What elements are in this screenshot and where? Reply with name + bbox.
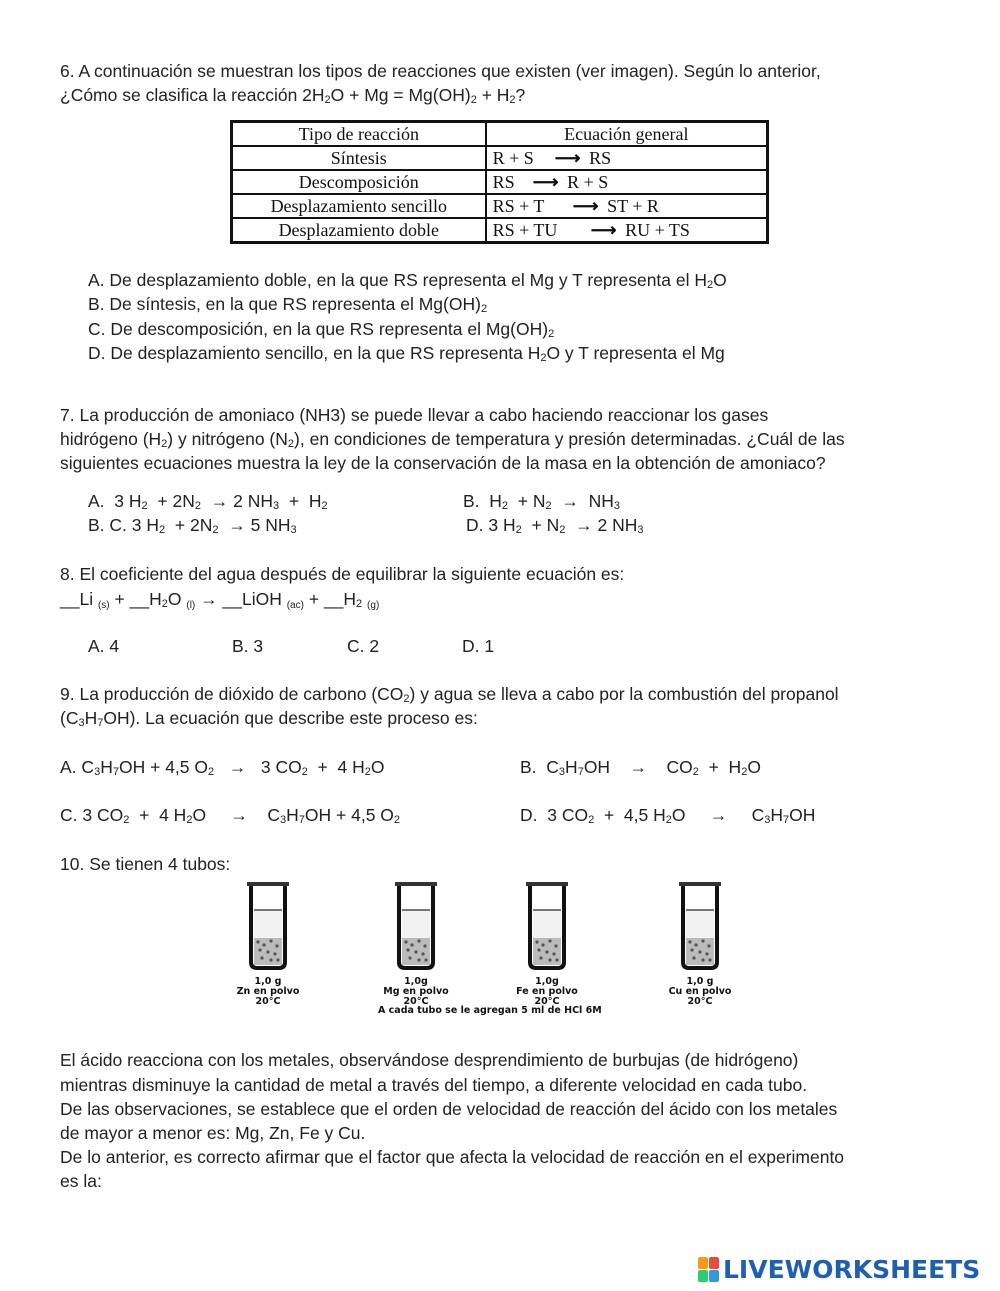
q7-statement-line2: hidrógeno $(H_2)$ y nitrógeno $(N_2)$, en condiciones de temperatura y presión determinadas. ¿Cuál de las (60, 429, 845, 450)
q10-paragraph-line4: de mayor a menor es: Mg, Zn, Fe y Cu. (60, 1123, 366, 1143)
q9-statement-line1: 9. La producción de dióxido de carbono $(CO_2)$ y agua se lleva a cabo por la combustión del propanol (60, 684, 839, 705)
q8-option-a[interactable]: A. 4 (88, 636, 120, 656)
tube-mass: 1,0 g (686, 976, 714, 987)
header-type: Tipo de reacción (232, 122, 486, 147)
tube-cu (660, 880, 740, 1007)
q6-option-d[interactable]: D. De desplazamiento sencillo, en la que RS representa $H_2O$ y T representa el Mg (88, 343, 725, 364)
test-tube-icon (670, 880, 730, 972)
table-row (232, 146, 768, 170)
tube-mass: 1,0g (404, 976, 428, 987)
table-row (232, 170, 768, 194)
reaction-type: Desplazamiento sencillo (232, 194, 486, 218)
tube-temp: 20°C (255, 996, 281, 1007)
q6-statement-line2: ¿Cómo se clasifica la reacción $2H_2O + Mg = Mg(OH)_2 + H_2$? (60, 85, 526, 106)
test-tube-icon (386, 880, 446, 972)
arrow-icon: ⟶ (532, 171, 559, 192)
tube-mass: 1,0g (535, 976, 559, 987)
q9-option-c[interactable]: C. 3 $CO_2 + 4$ $H_2O$ → $C_3H_7OH + 4,5$ $O_2$ (60, 805, 401, 826)
q7-statement-line1: 7. La producción de amoniaco (NH3) se puede llevar a cabo haciendo reaccionar los gases (60, 405, 769, 425)
tube-metal: Mg en polvo (383, 986, 449, 997)
tube-zn (228, 880, 308, 1007)
tube-temp: 20°C (687, 996, 713, 1007)
tube-temp: 20°C (534, 996, 560, 1007)
q9-option-b[interactable]: B. $C_3H_7OH$ → $CO_2 + H_2O$ (520, 757, 761, 778)
tube-fe (507, 880, 587, 1007)
q7-option-c[interactable]: B. C. 3 $H_2 + 2N_2 \to 5$ $NH_3$ (88, 515, 297, 536)
reaction-equation: RS ⟶ R + S (486, 170, 768, 194)
tube-temp: 20°C (403, 996, 429, 1007)
q10-statement-line1: 10. Se tienen 4 tubos: (60, 854, 231, 874)
q9-option-a[interactable]: A. $C_3H_7OH + 4,5$ $O_2$ → 3 $CO_2 + 4$ $H_2O$ (60, 757, 385, 778)
q10-paragraph-line3: De las observaciones, se establece que el orden de velocidad de reacción del ácido con los metales (60, 1099, 838, 1119)
q7-option-b[interactable]: B. $H_2 + N_2 \to NH_3$ (463, 491, 621, 512)
tube-metal: Cu en polvo (668, 986, 732, 997)
arrow-icon: ⟶ (572, 195, 599, 216)
q8-option-d[interactable]: D. 1 (462, 636, 495, 656)
tube-mg (376, 880, 456, 1007)
reaction-type: Desplazamiento doble (232, 218, 486, 243)
q6-option-a[interactable]: A. De desplazamiento doble, en la que RS representa el Mg y T representa el $H_2O$ (88, 270, 727, 291)
q10-paragraph-line1: El ácido reacciona con los metales, observándose desprendimiento de burbujas (de hidrógeno) (60, 1050, 799, 1070)
reaction-equation: RS + TU ⟶ RU + TS (486, 218, 768, 243)
arrow-icon: ⟶ (554, 147, 581, 168)
q6-statement-line1: 6. A continuación se muestran los tipos de reacciones que existen (ver imagen). Según lo anterior, (60, 61, 821, 81)
test-tube-icon (238, 880, 298, 972)
q8-option-b[interactable]: B. 3 (232, 636, 264, 656)
reaction-type: Descomposición (232, 170, 486, 194)
q6-option-b[interactable]: B. De síntesis, en la que RS representa el $Mg(OH)_2$ (88, 294, 488, 315)
liveworksheets-icon (698, 1257, 720, 1283)
q7-statement-line3: siguientes ecuaciones muestra la ley de la conservación de la masa en la obtención de amoniaco? (60, 453, 826, 473)
tube-mass: 1,0 g (254, 976, 282, 987)
arrow-icon: ⟶ (590, 219, 617, 240)
q9-statement-line2: $(C_3H_7OH)$. La ecuación que describe este proceso es: (60, 708, 478, 729)
q10-paragraph-line6: es la: (60, 1171, 102, 1191)
q8-option-c[interactable]: C. 2 (347, 636, 380, 656)
tube-metal: Fe en polvo (516, 986, 578, 997)
q10-paragraph-line2: mientras disminuye la cantidad de metal a través del tiempo, a diferente velocidad en cada tubo. (60, 1075, 808, 1095)
hcl-note: A cada tubo se le agregan 5 ml de HCl 6M (378, 1005, 602, 1016)
table-row (232, 218, 768, 243)
tube-metal: Zn en polvo (236, 986, 300, 997)
test-tube-icon (517, 880, 577, 972)
logo-text: LIVEWORKSHEETS (723, 1255, 981, 1284)
q6-option-c[interactable]: C. De descomposición, en la que RS representa el $Mg(OH)_2$ (88, 319, 555, 340)
liveworksheets-logo[interactable] (698, 1255, 980, 1284)
reaction-equation: RS + T ⟶ ST + R (486, 194, 768, 218)
q10-paragraph-line5: De lo anterior, es correcto afirmar que el factor que afecta la velocidad de reacción en el experimento (60, 1147, 845, 1167)
header-equation: Ecuación general (486, 122, 768, 147)
reaction-equation: R + S ⟶ RS (486, 146, 768, 170)
q8-equation: __Li $_{(s)} + \_\_H_2O$ $_{(l)}$ → __LiOH $_{(ac)} + \_\_H_2$ $_{(g)}$ (60, 589, 380, 611)
q7-option-d[interactable]: D. 3 $H_2 + N_2 \to 2$ $NH_3$ (466, 515, 644, 536)
reaction-types-table (230, 120, 769, 244)
q9-option-d[interactable]: D. 3 $CO_2 + 4,5$ $H_2O$ → $C_3H_7OH$ (520, 805, 816, 826)
reaction-type: Síntesis (232, 146, 486, 170)
table-header-row (232, 122, 768, 147)
q7-option-a[interactable]: A. 3 $H_2 + 2N_2 \to 2$ $NH_3 + H_2$ (88, 491, 328, 512)
q8-statement-line1: 8. El coeficiente del agua después de equilibrar la siguiente ecuación es: (60, 564, 625, 584)
table-row (232, 194, 768, 218)
